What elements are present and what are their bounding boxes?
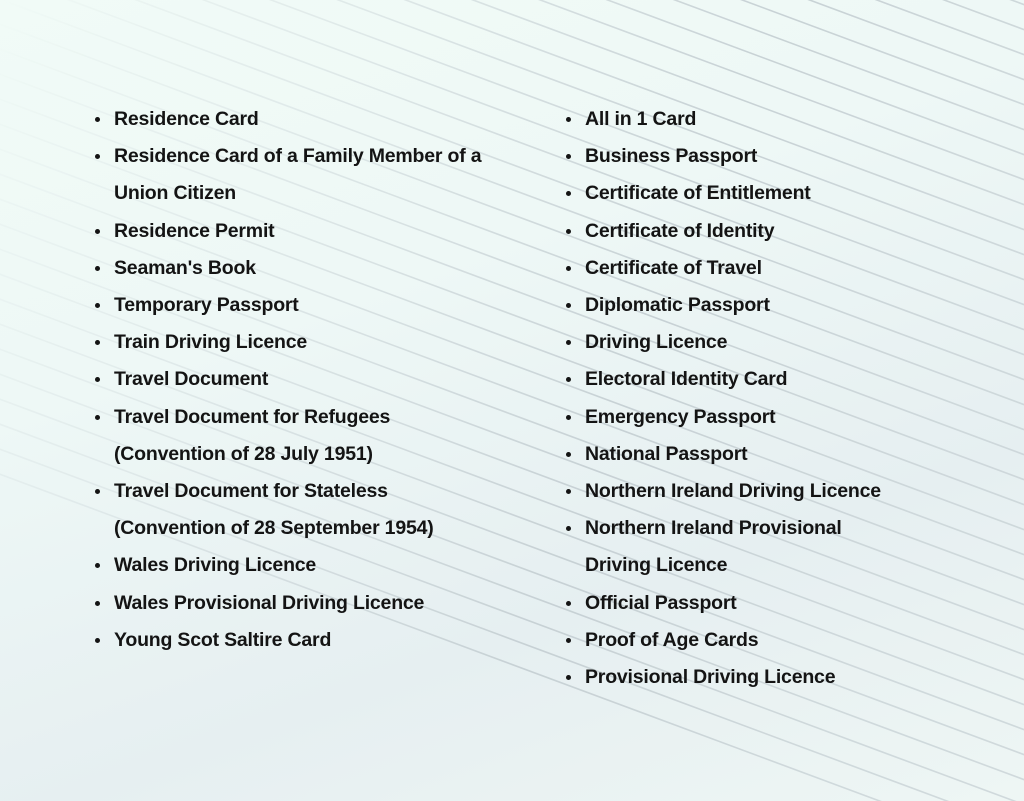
list-item [564,175,984,212]
list-item-label: Wales Provisional Driving Licence [114,591,425,614]
list-item-label: Temporary Passport [114,294,299,317]
bullet-icon [566,117,571,122]
list-item [564,659,984,696]
list-item-label: Driving Licence [585,331,728,354]
list-item [564,436,984,473]
bullet-icon [95,377,100,382]
bullet-icon [566,191,571,196]
list-item [564,585,984,622]
list-item [93,473,484,547]
list-item-label: Northern Ireland Provisional Driving Licence [585,517,842,577]
list-item [93,101,513,138]
bullet-icon [95,415,100,420]
list-item-label: Travel Document for Refugees (Convention of 28 July 1951) [114,405,391,465]
list-item [564,473,984,510]
list-item [93,213,513,250]
bullet-icon [566,340,571,345]
bullet-icon [95,154,100,159]
bullet-icon [95,638,100,643]
list-item-label: All in 1 Card [585,108,697,130]
list-item [564,324,984,361]
list-item-label: Official Passport [585,591,737,614]
bullet-icon [566,266,571,271]
bullet-icon [95,266,100,271]
list-item-label: Certificate of Identity [585,219,775,242]
bullet-icon [95,563,100,568]
list-item [564,622,984,659]
list-item-label: Wales Driving Licence [114,554,317,577]
list-item-label: Electoral Identity Card [585,368,788,391]
bullet-icon [95,340,100,345]
bullet-icon [95,229,100,234]
list-item-label: Proof of Age Cards [585,628,759,651]
list-item [564,287,984,324]
left-document-list [93,101,513,659]
list-item-label: Certificate of Entitlement [585,182,811,205]
list-item-label: Provisional Driving Licence [585,666,836,689]
list-item [564,399,984,436]
list-item-label: Travel Document for Stateless (Convention of 28 September 1954) [114,480,434,540]
bullet-icon [566,452,571,457]
bullet-icon [566,675,571,680]
bullet-icon [566,229,571,234]
bullet-icon [566,154,571,159]
list-item-label: Residence Card of a Family Member of a Union Citizen [114,145,482,205]
list-item [564,510,890,584]
bullet-icon [566,415,571,420]
bullet-icon [566,638,571,643]
list-item [93,547,513,584]
list-item [564,250,984,287]
list-item [564,138,984,175]
bullet-icon [95,117,100,122]
list-item [93,399,414,473]
list-item-label: Seaman's Book [114,256,256,279]
right-document-list [564,101,984,696]
list-item-label: Northern Ireland Driving Licence [585,480,881,503]
list-item [564,101,984,138]
list-item-label: Young Scot Saltire Card [114,628,332,651]
bullet-icon [566,489,571,494]
bullet-icon [95,489,100,494]
bullet-icon [566,303,571,308]
list-item-label: Train Driving Licence [114,331,308,354]
list-item-label: Business Passport [585,145,758,168]
list-item [564,213,984,250]
list-item [564,361,984,398]
list-item-label: Certificate of Travel [585,256,762,279]
bullet-icon [95,601,100,606]
list-item-label: Residence Permit [114,219,275,242]
list-item [93,361,513,398]
list-item [93,250,513,287]
bullet-icon [95,303,100,308]
list-item-label: Travel Document [114,368,269,391]
list-item-label: National Passport [585,442,748,465]
bullet-icon [566,526,571,531]
list-item-label: Diplomatic Passport [585,294,770,317]
list-item-label: Residence Card [114,108,259,130]
list-item [93,138,499,212]
list-item [93,585,513,622]
bullet-icon [566,377,571,382]
list-item [93,324,513,361]
list-item [93,622,513,659]
list-item [93,287,513,324]
list-item-label: Emergency Passport [585,405,776,428]
bullet-icon [566,601,571,606]
